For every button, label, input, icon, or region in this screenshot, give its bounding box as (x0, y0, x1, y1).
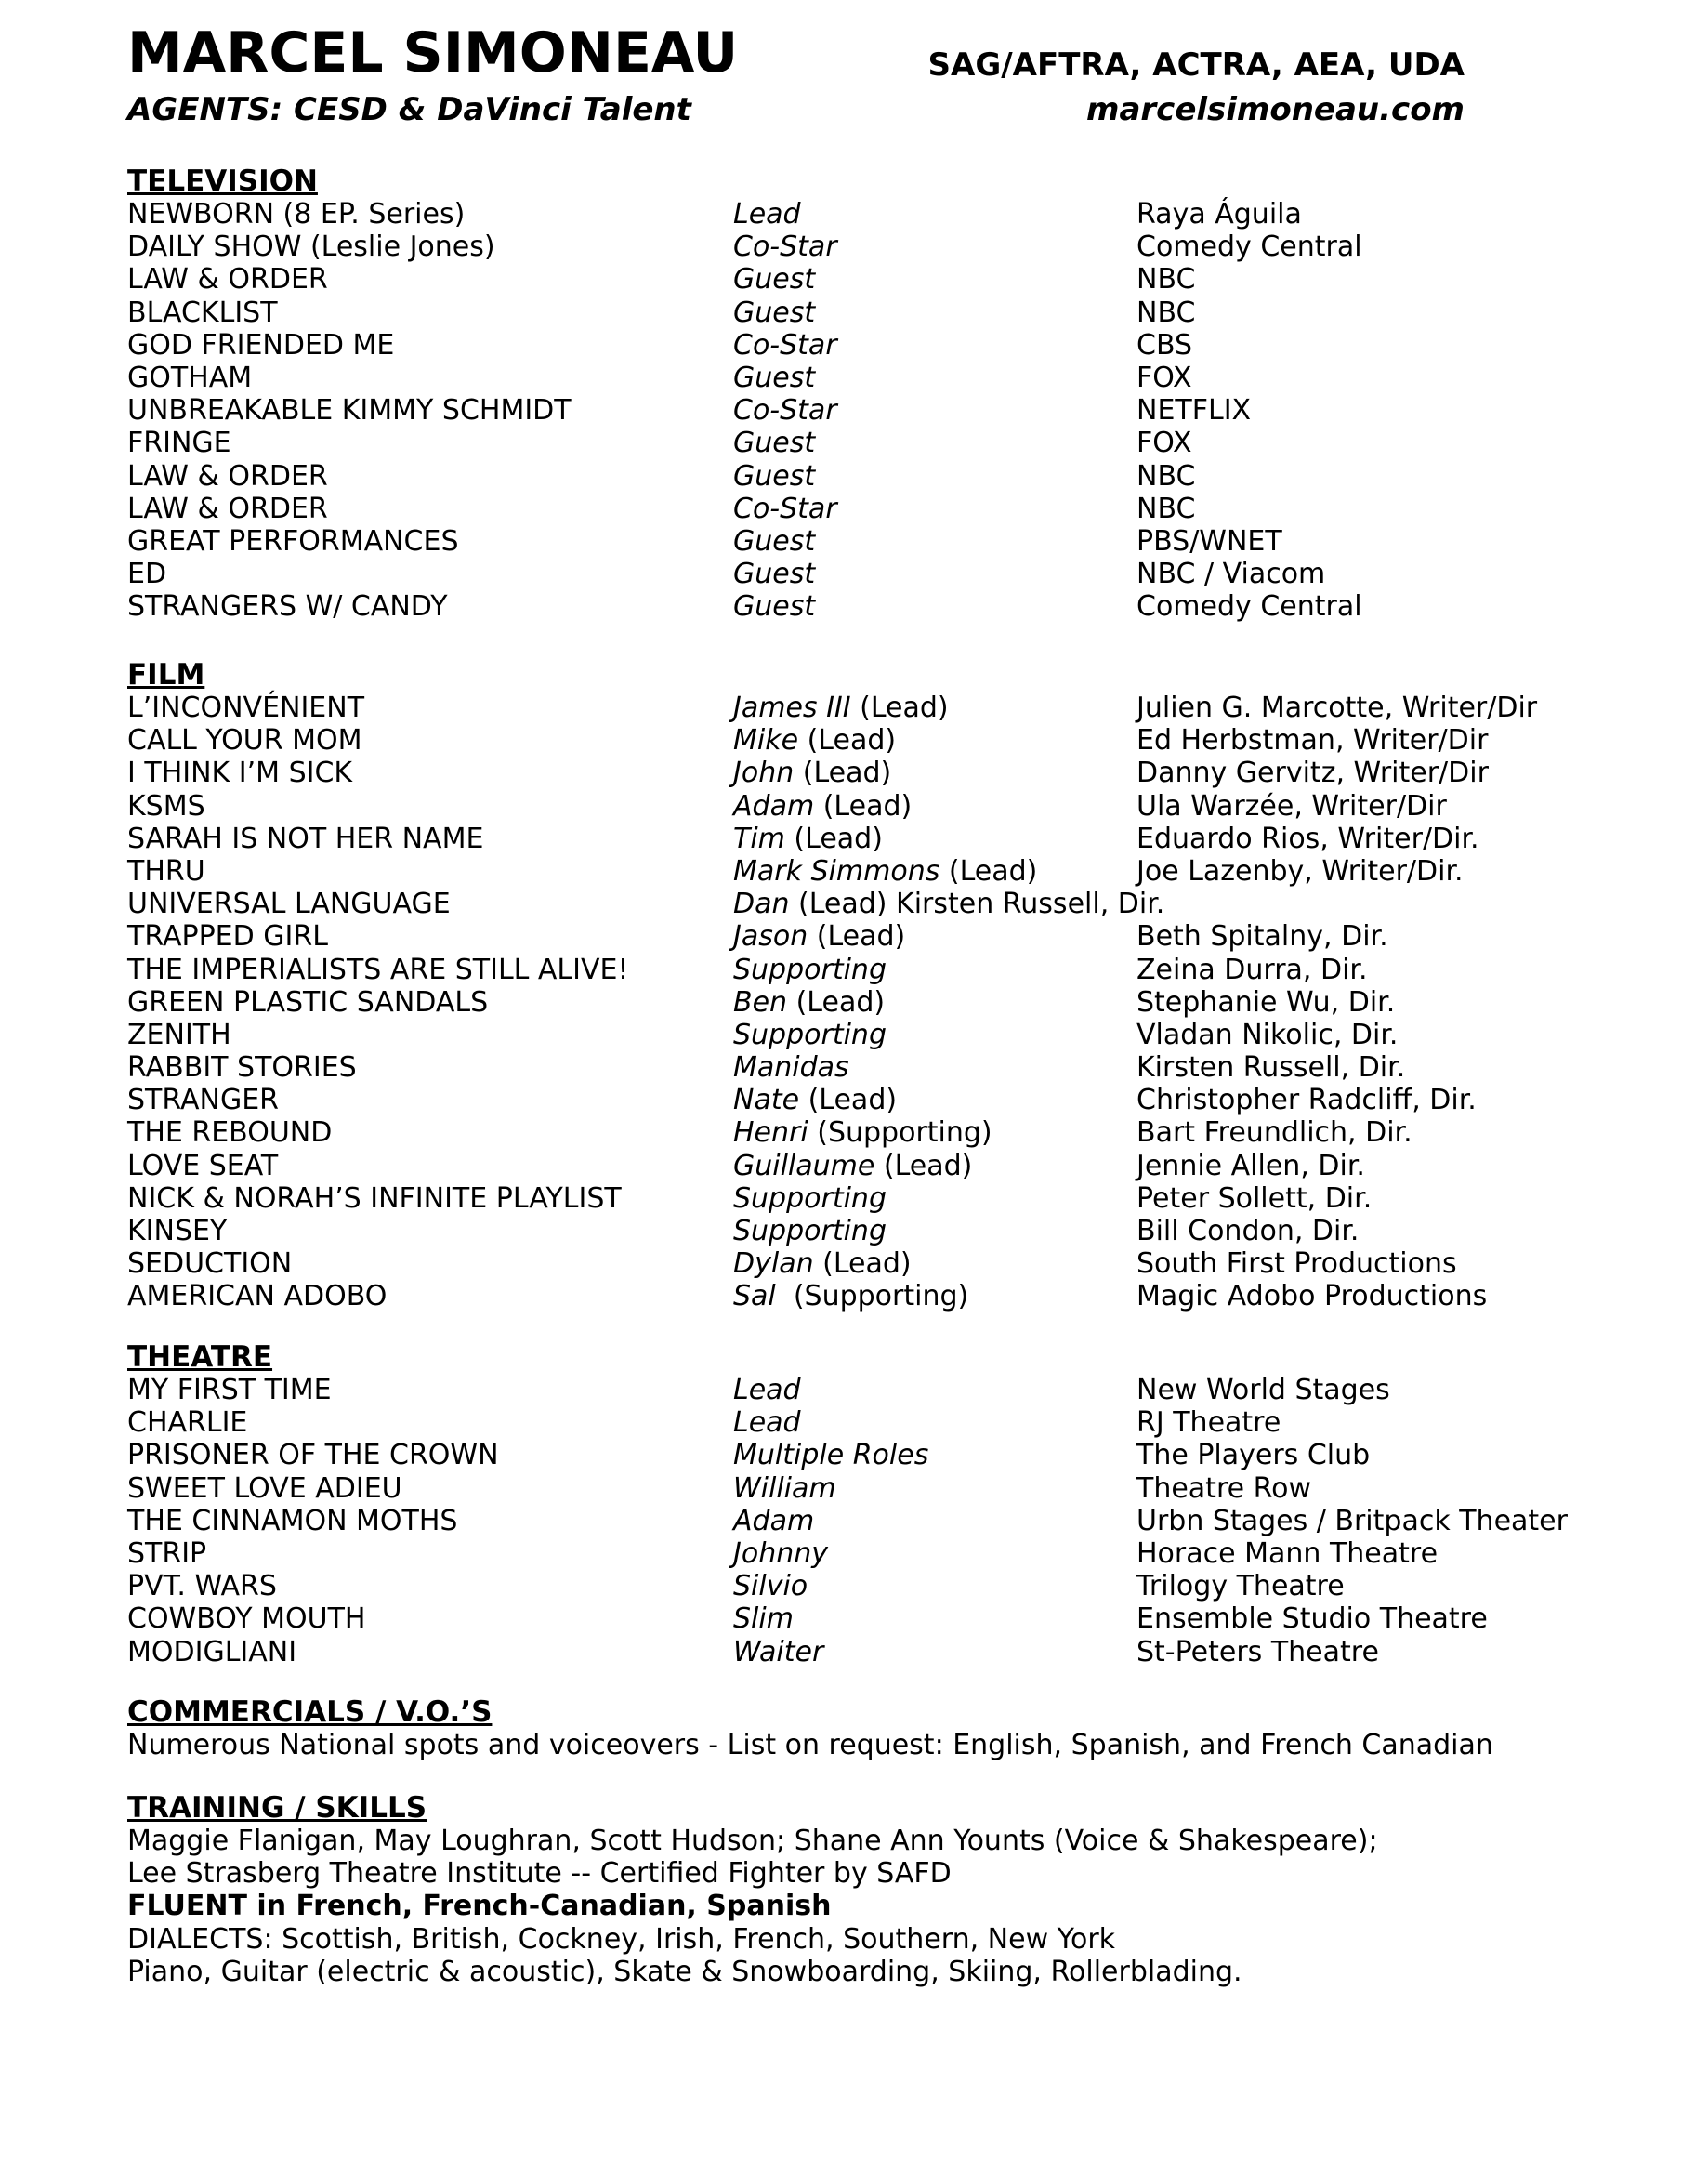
credit-company: Ed Herbstman, Writer/Dir (1136, 724, 1489, 758)
theatre-section (127, 1341, 1614, 1668)
credit-role (733, 427, 815, 459)
role-note: (Lead) (784, 822, 883, 855)
role-note: (Supporting) (775, 1280, 969, 1313)
role-note: (Lead) (813, 1247, 912, 1281)
credit-row (127, 1570, 1614, 1602)
credit-title: NICK & NORAH’S INFINITE PLAYLIST (127, 1181, 622, 1215)
credit-company: Stephanie Wu, Dir. (1136, 985, 1396, 1019)
credit-company: Julien G. Marcotte, Writer/Dir (1136, 692, 1538, 724)
credit-title: MY FIRST TIME (127, 1374, 332, 1406)
credit-title: LAW & ORDER (127, 459, 328, 493)
credit-role (733, 1215, 887, 1247)
credit-role (733, 1247, 912, 1280)
role-note: (Lead) (798, 724, 897, 758)
credit-role (733, 329, 837, 362)
credit-role (733, 692, 949, 724)
credit-company: Kirsten Russell, Dir. (1136, 1051, 1406, 1085)
film-list (127, 692, 1614, 1313)
fluent-languages: FLUENT in French, French-Canadian, Spanish (127, 1890, 832, 1923)
role-note: (Lead) (814, 789, 913, 823)
credit-row (127, 1051, 1614, 1084)
credit-row (127, 198, 1614, 231)
role-note: (Lead) (794, 757, 892, 790)
role-note: (Lead) (787, 985, 886, 1019)
role-name: Supporting (733, 1215, 887, 1247)
credit-company: Bart Freundlich, Dir. (1136, 1116, 1412, 1150)
credit-row (127, 1406, 1614, 1439)
credit-title: ED (127, 558, 167, 591)
credit-row (127, 297, 1614, 329)
role-name: Co-Star (733, 492, 837, 525)
credit-role (733, 1602, 794, 1635)
website-link[interactable]: marcelsimoneau.com (1086, 91, 1465, 128)
credit-role (733, 888, 1164, 920)
credit-title: STRANGER (127, 1084, 280, 1117)
credit-row (127, 460, 1614, 493)
credit-company: Ensemble Studio Theatre (1136, 1602, 1488, 1636)
credit-company: Beth Spitalny, Dir. (1136, 920, 1388, 954)
credit-title: NEWBORN (8 EP. Series) (127, 198, 466, 231)
credit-row (127, 888, 1614, 920)
credit-company: Peter Sollett, Dir. (1136, 1181, 1373, 1215)
training-section (127, 1792, 1614, 1988)
credit-row (127, 1019, 1614, 1051)
credit-row (127, 1636, 1614, 1668)
credit-role (733, 823, 883, 855)
credit-title: GREEN PLASTIC SANDALS (127, 985, 489, 1019)
credit-title: GOD FRIENDED ME (127, 328, 395, 362)
credit-company: FOX (1136, 361, 1192, 394)
credit-role (733, 1406, 801, 1439)
role-name: Ben (733, 985, 788, 1019)
role-name: Co-Star (733, 328, 837, 362)
credit-row (127, 986, 1614, 1019)
agents-line: AGENTS: CESD & DaVinci Talent (127, 91, 691, 128)
credit-row (127, 954, 1614, 986)
credit-role (733, 855, 1037, 888)
credit-title: CALL YOUR MOM (127, 724, 362, 758)
role-note: (Lead) (939, 854, 1038, 888)
credit-title: SWEET LOVE ADIEU (127, 1471, 402, 1505)
credit-row (127, 394, 1614, 427)
credit-title: THE IMPERIALISTS ARE STILL ALIVE! (127, 953, 629, 986)
credit-row (127, 1215, 1614, 1247)
credit-row (127, 1247, 1614, 1280)
film-section (127, 659, 1614, 1313)
role-name: Johnny (733, 1536, 828, 1570)
credit-company: Vladan Nikolic, Dir. (1136, 1018, 1399, 1051)
role-name: Co-Star (733, 394, 837, 428)
role-name: John (733, 757, 795, 790)
credit-company: Christopher Radcliff, Dir. (1136, 1084, 1477, 1117)
role-name: Mike (733, 724, 799, 758)
credit-title: BLACKLIST (127, 296, 278, 329)
credit-role (733, 263, 815, 296)
credit-row (127, 1150, 1614, 1182)
credit-title: UNBREAKABLE KIMMY SCHMIDT (127, 394, 572, 428)
credit-role (733, 1439, 928, 1471)
credit-role (733, 394, 837, 427)
credit-role (733, 1505, 814, 1537)
credit-role (733, 493, 837, 525)
credit-row (127, 1116, 1614, 1149)
credit-company: St-Peters Theatre (1136, 1635, 1379, 1668)
credit-company: South First Productions (1136, 1247, 1457, 1281)
credit-row (127, 724, 1614, 757)
credit-row (127, 757, 1614, 789)
credit-company: NBC (1136, 492, 1196, 525)
credit-row (127, 525, 1614, 558)
role-name: Adam (733, 789, 815, 823)
role-name: Supporting (733, 1181, 887, 1215)
credit-company: Bill Condon, Dir. (1136, 1215, 1360, 1247)
role-name: Guest (733, 296, 816, 329)
credit-title: STRANGERS W/ CANDY (127, 590, 448, 624)
credit-title: GOTHAM (127, 361, 253, 394)
credit-role (733, 1182, 887, 1215)
credit-role (733, 1084, 897, 1116)
credit-title: TRAPPED GIRL (127, 920, 328, 954)
television-section (127, 165, 1614, 623)
credit-title: GREAT PERFORMANCES (127, 524, 459, 558)
credit-role (733, 986, 885, 1019)
credit-company: NBC (1136, 263, 1196, 297)
credit-company: The Players Club (1136, 1439, 1371, 1472)
role-name: Supporting (733, 1018, 887, 1051)
role-note: (Lead) (799, 1084, 898, 1117)
unions-line: SAG/AFTRA, ACTRA, AEA, UDA (927, 46, 1465, 84)
credit-title: SARAH IS NOT HER NAME (127, 822, 484, 855)
dialects-line: DIALECTS: Scottish, British, Cockney, Irish, French, Southern, New York (127, 1922, 1116, 1956)
credit-role (733, 590, 815, 623)
credit-row (127, 1602, 1614, 1635)
film-heading: FILM (127, 658, 205, 692)
credit-row (127, 1439, 1614, 1471)
role-name: Multiple Roles (733, 1439, 929, 1472)
credit-title: DAILY SHOW (Leslie Jones) (127, 231, 495, 264)
credit-company: Ula Warzée, Writer/Dir (1136, 789, 1447, 823)
role-note: (Lead) (808, 920, 906, 954)
commercials-heading: COMMERCIALS / V.O.’S (127, 1695, 493, 1729)
role-name: Mark Simmons (733, 854, 940, 888)
credit-role (733, 1280, 968, 1312)
credit-title: LAW & ORDER (127, 492, 328, 525)
role-name: Guest (733, 524, 816, 558)
credit-role (733, 954, 887, 986)
credit-role (733, 790, 912, 823)
credit-title: SEDUCTION (127, 1247, 293, 1281)
credit-role (733, 198, 801, 231)
credit-role (733, 1374, 801, 1406)
credit-title: ZENITH (127, 1018, 231, 1051)
training-heading: TRAINING / SKILLS (127, 1791, 427, 1825)
credit-title: PVT. WARS (127, 1570, 277, 1603)
role-name: Jason (733, 920, 808, 954)
credit-company: Raya Águila (1136, 198, 1302, 231)
credit-company: NBC (1136, 459, 1196, 493)
role-name: Guest (733, 263, 816, 297)
credit-role (733, 1019, 887, 1051)
role-name: Guillaume (733, 1149, 875, 1182)
credit-role (733, 1570, 808, 1602)
credit-row (127, 1505, 1614, 1537)
role-name: Sal (733, 1280, 776, 1313)
credit-title: KSMS (127, 789, 205, 823)
credit-row (127, 427, 1614, 459)
credit-row (127, 1472, 1614, 1505)
credit-title: PRISONER OF THE CROWN (127, 1439, 499, 1472)
television-list (127, 198, 1614, 623)
role-name: Lead (733, 198, 801, 231)
training-line: Maggie Flanigan, May Loughran, Scott Hudson; Shane Ann Younts (Voice & Shakespeare); (127, 1825, 1378, 1857)
role-name: Dylan (733, 1247, 814, 1281)
credit-role (733, 1636, 823, 1668)
credit-title: THE REBOUND (127, 1116, 333, 1150)
credit-company: Comedy Central (1136, 231, 1362, 264)
credit-row (127, 493, 1614, 525)
credit-company: Urbn Stages / Britpack Theater (1136, 1504, 1568, 1537)
credit-company: Jennie Allen, Dir. (1136, 1149, 1365, 1182)
credit-company: Joe Lazenby, Writer/Dir. (1136, 854, 1464, 888)
credit-row (127, 1084, 1614, 1116)
credit-company: NBC (1136, 296, 1196, 329)
credit-row (127, 558, 1614, 590)
credit-title: THRU (127, 854, 205, 888)
credit-title: L’INCONVÉNIENT (127, 692, 365, 724)
credit-title: CHARLIE (127, 1406, 248, 1440)
credit-company: RJ Theatre (1136, 1406, 1281, 1440)
role-name: Guest (733, 427, 816, 460)
credit-row (127, 362, 1614, 394)
role-name: Co-Star (733, 231, 837, 264)
credit-title: STRIP (127, 1536, 207, 1570)
commercials-section (127, 1696, 1614, 1761)
credit-company: FOX (1136, 427, 1192, 460)
credit-row (127, 855, 1614, 888)
role-note: (Lead) (874, 1149, 973, 1182)
credit-title: LOVE SEAT (127, 1149, 279, 1182)
credit-title: AMERICAN ADOBO (127, 1280, 388, 1313)
credit-role (733, 525, 815, 558)
credit-company: CBS (1136, 328, 1193, 362)
role-note: (Supporting) (808, 1116, 992, 1150)
training-line: Lee Strasberg Theatre Institute -- Certified Fighter by SAFD (127, 1857, 952, 1891)
credit-role (733, 362, 815, 394)
credit-company: Zeina Durra, Dir. (1136, 953, 1368, 986)
credit-company: New World Stages (1136, 1374, 1390, 1406)
credit-row (127, 263, 1614, 296)
role-name: Guest (733, 558, 816, 591)
credit-company: PBS/WNET (1136, 524, 1282, 558)
role-note: (Lead) (850, 692, 949, 724)
credit-title: THE CINNAMON MOTHS (127, 1504, 458, 1537)
credit-row (127, 790, 1614, 823)
role-name: Lead (733, 1374, 801, 1406)
credit-row (127, 692, 1614, 724)
role-name: Guest (733, 590, 816, 624)
role-name: Slim (733, 1602, 794, 1636)
role-name: Waiter (733, 1635, 824, 1668)
credit-title: LAW & ORDER (127, 263, 328, 297)
credit-title: MODIGLIANI (127, 1635, 297, 1668)
credit-role (733, 1150, 972, 1182)
credit-role (733, 297, 815, 329)
credit-company: Theatre Row (1136, 1471, 1311, 1505)
credit-company: Trilogy Theatre (1136, 1570, 1345, 1603)
theatre-list (127, 1374, 1614, 1668)
credit-role (733, 1472, 836, 1505)
credit-title: UNIVERSAL LANGUAGE (127, 888, 451, 921)
credit-company: Horace Mann Theatre (1136, 1536, 1439, 1570)
role-name: Lead (733, 1406, 801, 1440)
credit-row (127, 329, 1614, 362)
credit-role (733, 558, 815, 590)
credit-title: RABBIT STORIES (127, 1051, 357, 1085)
credit-company: Comedy Central (1136, 590, 1362, 624)
credit-role (733, 1116, 992, 1149)
role-name: Manidas (733, 1051, 849, 1085)
credit-title: COWBOY MOUTH (127, 1602, 366, 1636)
credit-row (127, 823, 1614, 855)
role-name: William (733, 1471, 836, 1505)
role-name: Silvio (733, 1570, 808, 1603)
role-name: Guest (733, 459, 816, 493)
credit-title: I THINK I’M SICK (127, 757, 353, 790)
credit-role (733, 460, 815, 493)
credit-role (733, 1051, 849, 1084)
credit-role (733, 1537, 828, 1570)
credit-title: KINSEY (127, 1215, 228, 1247)
credit-company: NETFLIX (1136, 394, 1252, 428)
credit-row (127, 1374, 1614, 1406)
role-name: Supporting (733, 953, 887, 986)
credit-row (127, 920, 1614, 953)
role-name: Tim (733, 822, 785, 855)
theatre-heading: THEATRE (127, 1340, 273, 1374)
credit-company: Eduardo Rios, Writer/Dir. (1136, 822, 1479, 855)
credit-company: Magic Adobo Productions (1136, 1280, 1488, 1313)
credit-row (127, 590, 1614, 623)
credit-company: NBC / Viacom (1136, 558, 1326, 591)
credit-row (127, 1280, 1614, 1312)
credit-role (733, 724, 896, 757)
skills-line: Piano, Guitar (electric & acoustic), Skate & Snowboarding, Skiing, Rollerblading. (127, 1955, 1242, 1988)
actor-name: MARCEL SIMONEAU (127, 20, 739, 86)
role-name: Guest (733, 361, 816, 394)
credit-role (733, 920, 905, 953)
commercials-text: Numerous National spots and voiceovers - List on request: English, Spanish, and French Canadian (127, 1729, 1493, 1761)
credit-role (733, 231, 837, 263)
credit-row (127, 231, 1614, 263)
television-heading: TELEVISION (127, 165, 318, 198)
credit-role (733, 757, 891, 789)
credit-title: FRINGE (127, 427, 231, 460)
role-name: Nate (733, 1084, 800, 1117)
credit-row (127, 1537, 1614, 1570)
role-name: Dan (733, 888, 790, 921)
role-name: Adam (733, 1504, 815, 1537)
credit-company: Danny Gervitz, Writer/Dir (1136, 757, 1489, 790)
role-name: James III (733, 692, 851, 724)
role-note: (Lead) Kirsten Russell, Dir. (789, 888, 1165, 921)
role-name: Henri (733, 1116, 808, 1150)
credit-row (127, 1182, 1614, 1215)
